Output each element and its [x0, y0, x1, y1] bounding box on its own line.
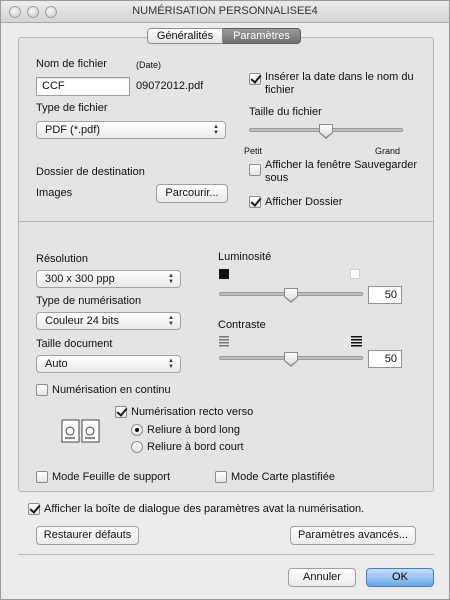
destination-folder-value: Images: [36, 187, 73, 199]
duplex-scan-icon: [61, 418, 101, 444]
show-folder-label: Afficher Dossier: [265, 196, 343, 208]
continuous-scan-checkbox[interactable]: [36, 384, 48, 396]
scan-type-label: Type de numérisation: [36, 295, 142, 307]
contrast-label: Contraste: [218, 319, 266, 331]
brightness-label: Luminosité: [218, 251, 272, 263]
tab-settings[interactable]: Paramètres: [223, 28, 301, 44]
contrast-high-icon: [351, 336, 362, 347]
file-size-label: Taille du fichier: [249, 106, 322, 118]
browse-button[interactable]: Parcourir...: [156, 184, 228, 203]
duplex-scan-checkbox[interactable]: [115, 406, 127, 418]
select-arrows-icon: ▲ ▼: [168, 273, 174, 285]
show-dialog-label: Afficher la boîte de dialogue des paramètres avat la numérisation.: [44, 503, 365, 515]
brightness-slider-thumb[interactable]: [284, 288, 298, 303]
long-edge-radio[interactable]: [131, 424, 143, 436]
file-type-value: PDF (*.pdf): [45, 124, 101, 136]
contrast-value-input[interactable]: 50: [368, 350, 402, 368]
show-folder-checkbox[interactable]: [249, 196, 261, 208]
file-type-select[interactable]: [36, 121, 226, 139]
short-edge-radio[interactable]: [131, 441, 143, 453]
file-name-label: Nom de fichier: [36, 58, 107, 70]
show-dialog-checkbox[interactable]: [28, 503, 40, 515]
show-save-dialog-checkbox[interactable]: [249, 164, 261, 176]
scan-type-select[interactable]: [36, 312, 181, 330]
title-bar: [1, 1, 449, 23]
insert-date-label: Insérer la date dans le nom du fichier: [265, 71, 414, 96]
advanced-settings-button[interactable]: Paramètres avancés...: [290, 526, 416, 545]
plastic-card-checkbox[interactable]: [215, 471, 227, 483]
select-arrows-icon: ▲ ▼: [168, 358, 174, 370]
brightness-dark-icon: [219, 269, 229, 279]
file-type-label: Type de fichier: [36, 102, 108, 114]
long-edge-label: Reliure à bord long: [147, 424, 240, 436]
footer-divider: [18, 554, 434, 555]
show-save-dialog-label: Afficher la fenêtre Sauvegarder sous: [265, 159, 418, 184]
file-size-slider-thumb[interactable]: [319, 124, 333, 139]
file-size-min-label: Petit: [244, 146, 263, 156]
document-size-select[interactable]: [36, 355, 181, 373]
contrast-low-icon: [219, 336, 229, 347]
cancel-button[interactable]: Annuler: [288, 568, 356, 587]
file-name-input[interactable]: CCF: [36, 77, 130, 96]
plastic-card-label: Mode Carte plastifiée: [231, 471, 335, 483]
carrier-sheet-label: Mode Feuille de support: [52, 471, 171, 483]
ok-button[interactable]: OK: [366, 568, 434, 587]
carrier-sheet-checkbox[interactable]: [36, 471, 48, 483]
short-edge-label: Reliure à bord court: [147, 441, 244, 453]
resolution-select[interactable]: [36, 270, 181, 288]
insert-date-checkbox[interactable]: [249, 73, 261, 85]
window-title: NUMÉRISATION PERSONNALISEE4: [132, 5, 318, 17]
select-arrows-icon: ▲ ▼: [213, 124, 219, 136]
tab-general[interactable]: Généralités: [147, 28, 223, 44]
select-arrows-icon: ▲ ▼: [168, 315, 174, 327]
resolution-value: 300 x 300 ppp: [45, 273, 115, 285]
brightness-light-icon: [350, 269, 360, 279]
date-value: 09072012.pdf: [136, 80, 204, 92]
document-size-label: Taille document: [36, 338, 113, 350]
file-size-max-label: Grand: [375, 146, 401, 156]
section-divider: [19, 221, 433, 222]
settings-panel: [18, 37, 434, 492]
document-size-value: Auto: [45, 358, 68, 370]
continuous-scan-label: Numérisation en continu: [52, 384, 171, 396]
restore-defaults-button[interactable]: Restaurer défauts: [36, 526, 139, 545]
tab-bar: [147, 28, 301, 44]
destination-folder-label: Dossier de destination: [36, 166, 145, 178]
resolution-label: Résolution: [36, 253, 88, 265]
brightness-value-input[interactable]: 50: [368, 286, 402, 304]
contrast-slider-thumb[interactable]: [284, 352, 298, 367]
date-label: (Date): [136, 60, 162, 70]
duplex-scan-label: Numérisation recto verso: [131, 406, 254, 418]
scan-type-value: Couleur 24 bits: [45, 315, 119, 327]
